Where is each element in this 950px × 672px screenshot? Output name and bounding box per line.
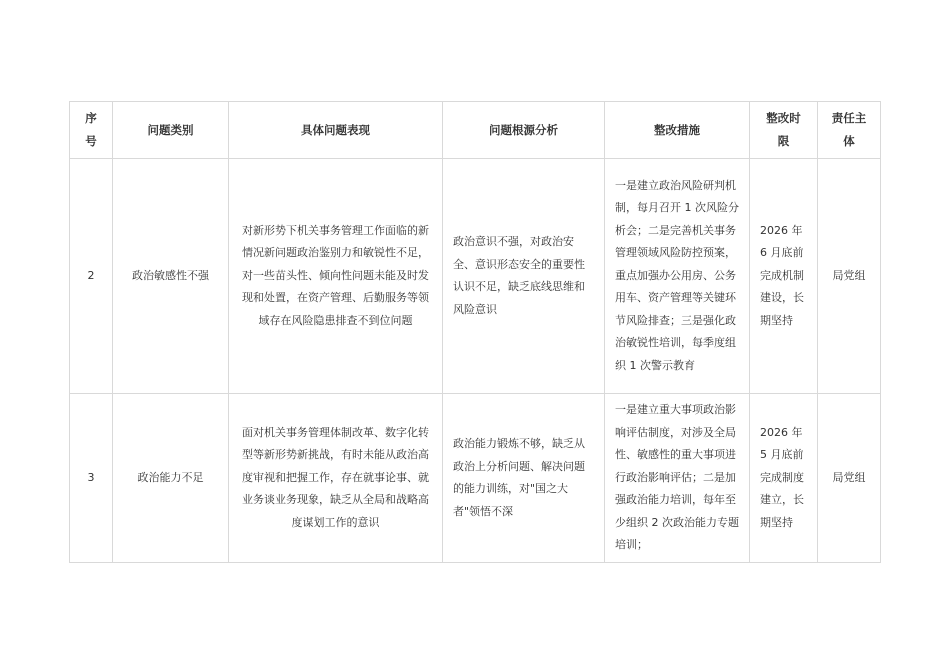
- cell-responsible: 局党组: [818, 159, 881, 394]
- table-header: [70, 102, 881, 159]
- header-num: 序号: [70, 102, 113, 159]
- header-responsible: 责任主体: [818, 102, 881, 159]
- header-category: 问题类别: [113, 102, 229, 159]
- cell-deadline: 2026 年 6 月底前完成机制建设，长期坚持: [750, 159, 818, 394]
- cell-description: 对新形势下机关事务管理工作面临的新情况新问题政治鉴别力和敏锐性不足，对一些苗头性、倾向性问题未能及时发现和处置，在资产管理、后勤服务等领域存在风险隐患排查不到位问题: [229, 159, 443, 394]
- table-row: [70, 159, 881, 394]
- cell-num: 3: [70, 394, 113, 563]
- table-row: [70, 394, 881, 563]
- cell-cause: 政治意识不强，对政治安全、意识形态安全的重要性认识不足，缺乏底线思维和风险意识: [443, 159, 605, 394]
- rectification-table: [69, 101, 881, 563]
- header-row: [70, 102, 881, 159]
- header-measures: 整改措施: [605, 102, 750, 159]
- cell-measures: 一是建立政治风险研判机制，每月召开 1 次风险分析会；二是完善机关事务管理领域风险防控预案，重点加强办公用房、公务用车、资产管理等关键环节风险排查；三是强化政治敏锐性培训，每季度组织 1 次警示教育: [605, 159, 750, 394]
- cell-description: 面对机关事务管理体制改革、数字化转型等新形势新挑战，有时未能从政治高度审视和把握工作，存在就事论事、就业务谈业务现象，缺乏从全局和战略高度谋划工作的意识: [229, 394, 443, 563]
- header-deadline: 整改时限: [750, 102, 818, 159]
- cell-num: 2: [70, 159, 113, 394]
- cell-category: 政治能力不足: [113, 394, 229, 563]
- cell-responsible: 局党组: [818, 394, 881, 563]
- cell-cause: 政治能力锻炼不够，缺乏从政治上分析问题、解决问题的能力训练，对"国之大者"领悟不深: [443, 394, 605, 563]
- table-body: [70, 159, 881, 563]
- header-cause: 问题根源分析: [443, 102, 605, 159]
- cell-measures: 一是建立重大事项政治影响评估制度，对涉及全局性、敏感性的重大事项进行政治影响评估；二是加强政治能力培训，每年至少组织 2 次政治能力专题培训；: [605, 394, 750, 563]
- cell-deadline: 2026 年 5 月底前完成制度建立，长期坚持: [750, 394, 818, 563]
- header-description: 具体问题表现: [229, 102, 443, 159]
- cell-category: 政治敏感性不强: [113, 159, 229, 394]
